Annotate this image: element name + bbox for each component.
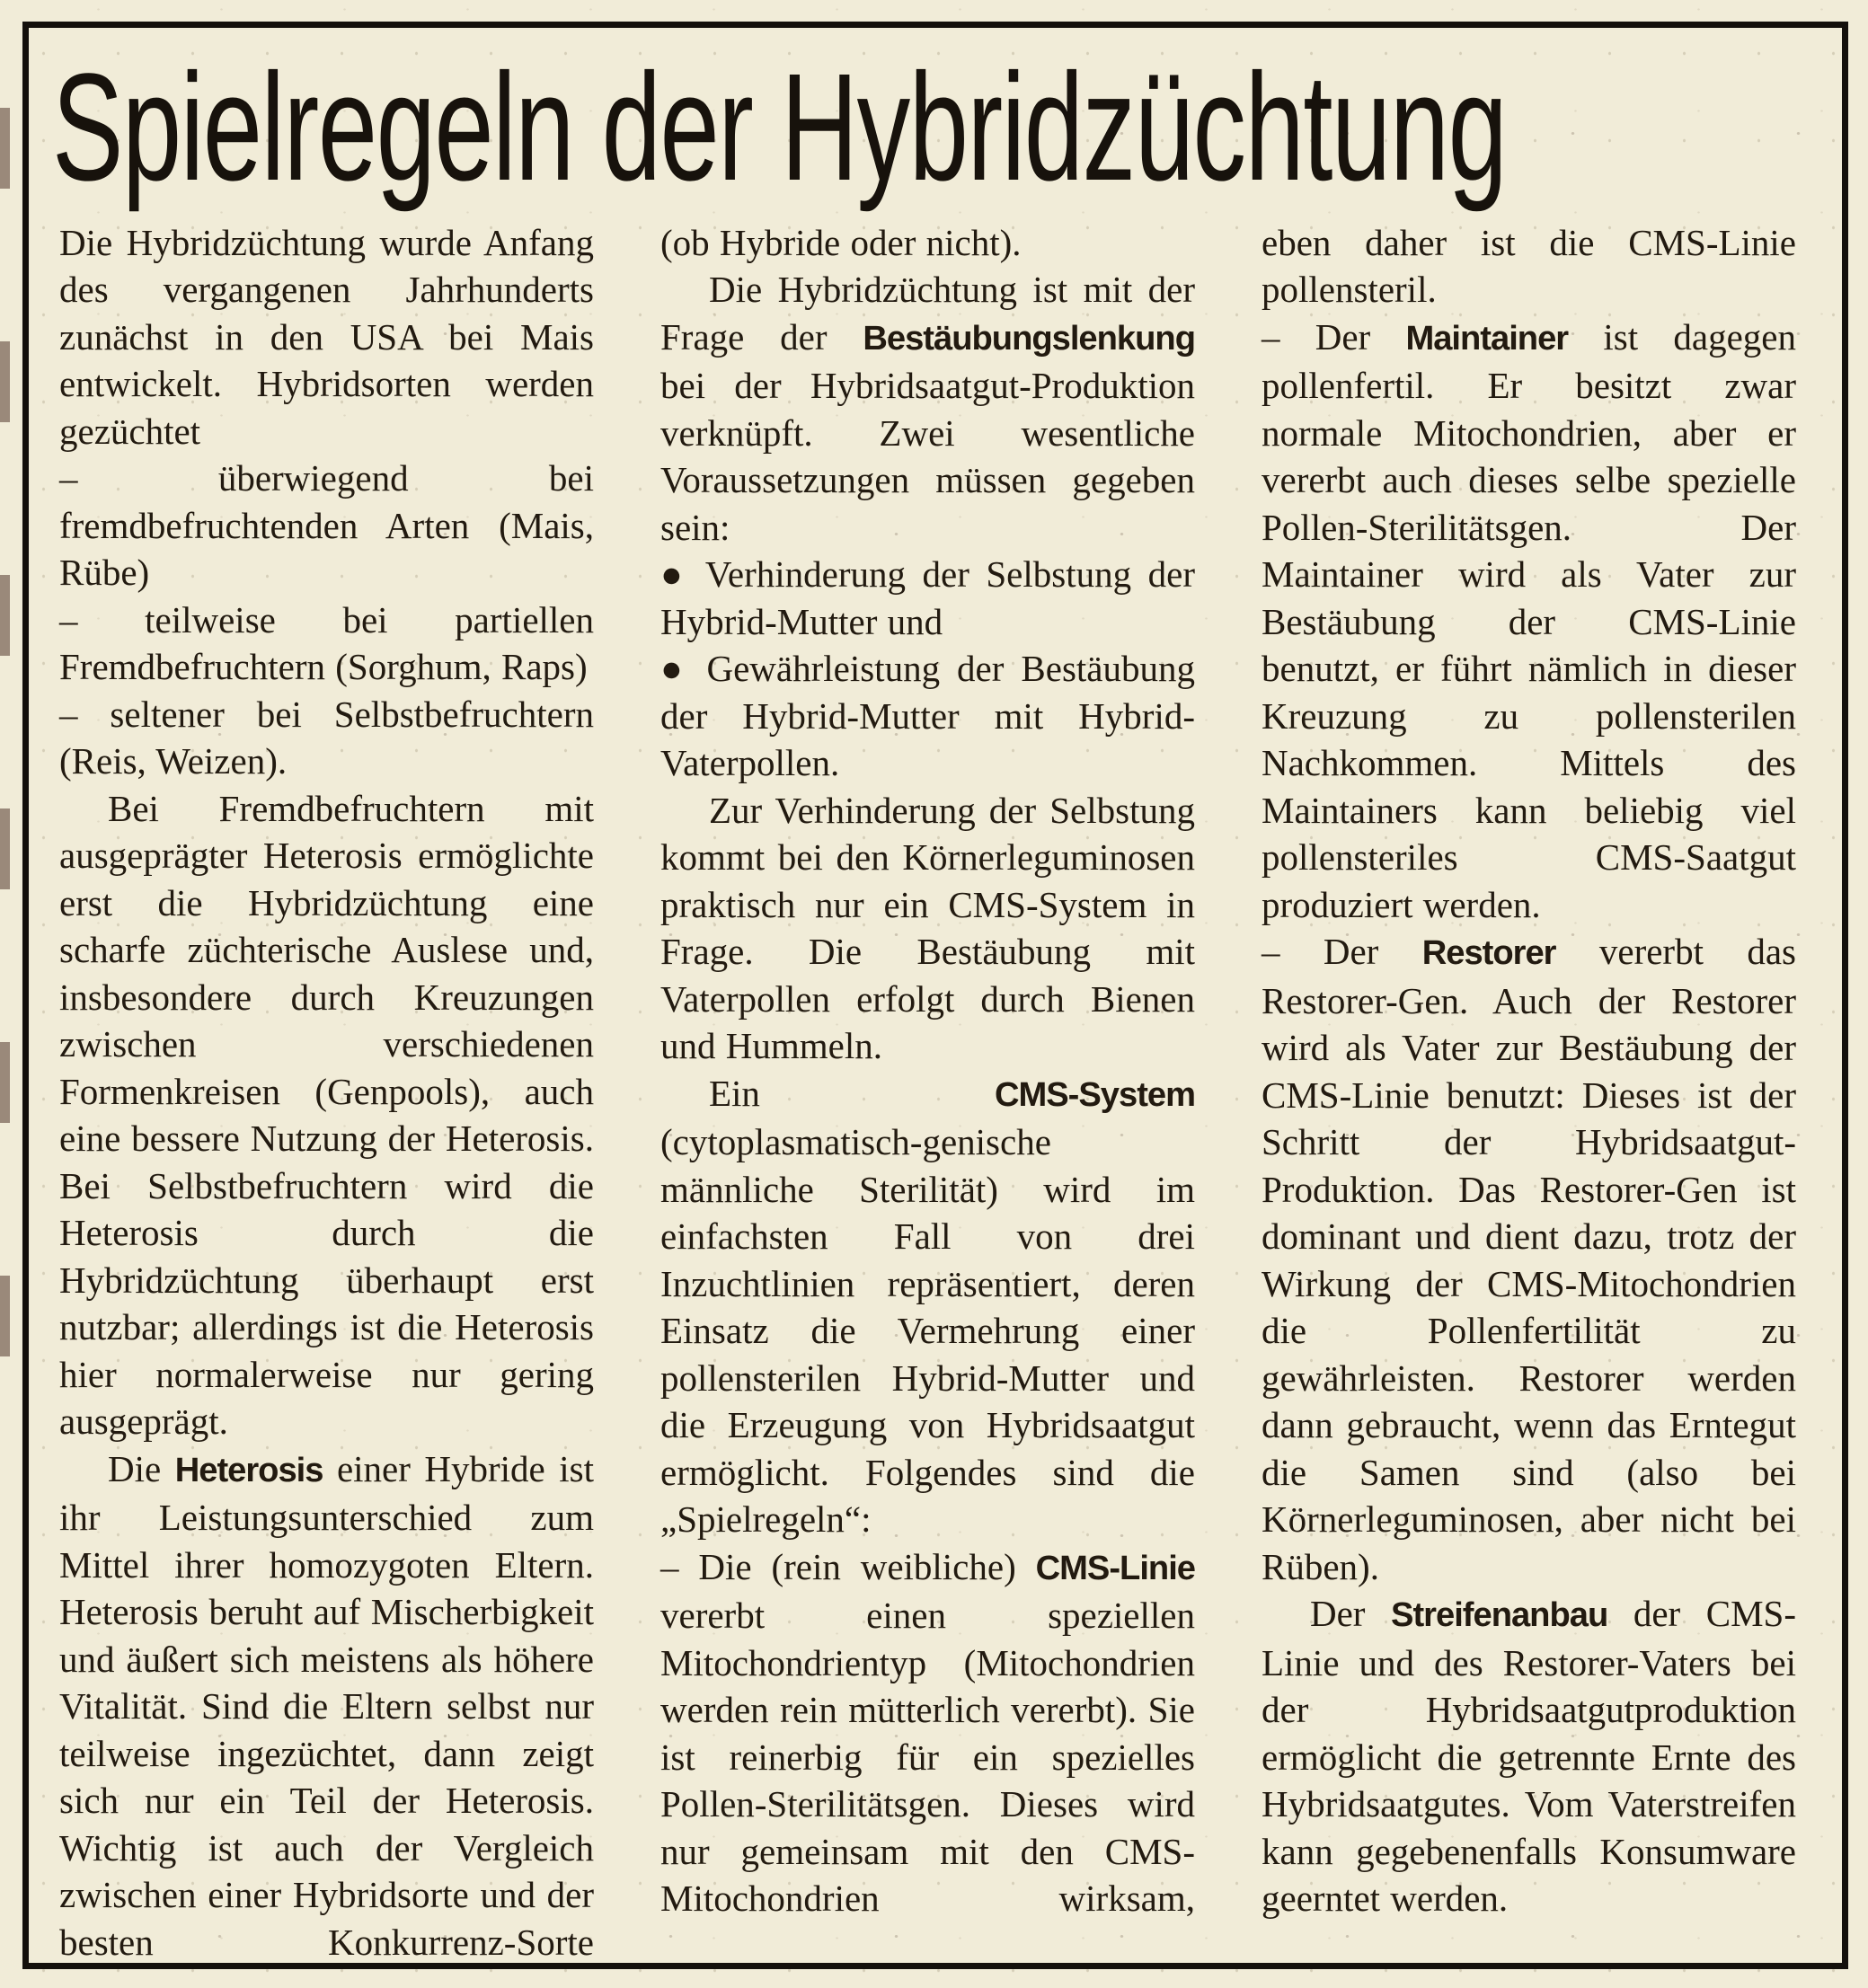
bold-term: Bestäubungslenkung	[863, 318, 1195, 358]
text-segment: – Der	[1262, 315, 1406, 358]
paragraph	[660, 1543, 1195, 1922]
article-column-3	[1262, 219, 1796, 1966]
text-segment: (ob Hybride oder nicht).	[660, 221, 1022, 263]
text-segment: eben daher ist die CMS-Linie pollensteril.	[1262, 221, 1796, 310]
bold-term: Restorer	[1421, 933, 1556, 972]
text-segment: der CMS-Linie und des Restorer-Vaters bei der Hybridsaatgutproduktion ermöglicht die getrennte Ernte des Hybridsaatgutes. Vom Vaterstreifen kann gegebenenfalls Konsumware geerntet werden.	[1262, 1593, 1796, 1919]
article-column-2	[660, 219, 1195, 1966]
text-segment: Die Hybridzüchtung ist mit der Frage der	[660, 269, 1195, 358]
text-segment: einer Hybride ist ihr Leistungsunterschied zum Mittel ihrer homozygoten Eltern. Heterosis beruht auf Mischerbigkeit und äußert sich meistens als höhere Vitalität. Sind die Eltern selbst nur teilweise ingezüchtet, dann zeigt sich nur ein Teil der Heterosis. Wichtig ist auch der Vergleich zwischen einer Hybridsorte und der besten Konkurrenz-Sorte	[59, 1447, 594, 1963]
scan-edge-artifact	[0, 108, 10, 1455]
text-segment: vererbt einen speziellen Mitochondrientyp (Mitochondrien werden rein mütterlich vererbt). Sie ist reinerbig für ein spezielles Pollen-Sterilitätsgen. Dieses wird nur gemeinsam mit den CMS-Mitochondrien wirksam,	[660, 1595, 1195, 1919]
text-segment: ● Verhinderung der Selbstung der Hybrid-Mutter und	[660, 553, 1195, 642]
bold-term: CMS-System	[994, 1074, 1195, 1114]
paragraph	[59, 785, 594, 1445]
text-segment: Ein	[709, 1072, 995, 1114]
article-columns	[29, 219, 1842, 1966]
text-segment: vererbt das Restorer-Gen. Auch der Restorer wird als Vater zur Bestäubung der CMS-Linie benutzt: Dieses ist der Schritt der Hybridsaatgut-Produktion. Das Restorer-Gen ist dominant und dient dazu, trotz der Wirkung der CMS-Mitochondrien die Pollenfertilität zu gewährleisten. Restorer werden dann gebraucht, wenn das Erntegut die Samen sind (also bei Körnerleguminosen, aber nicht bei Rüben).	[1262, 931, 1796, 1587]
bold-term: Heterosis	[174, 1450, 323, 1489]
paragraph	[660, 219, 1195, 267]
paragraph	[660, 787, 1195, 1070]
paragraph	[660, 266, 1195, 551]
text-segment: – seltener bei Selbstbefruchtern (Reis, Weizen).	[59, 693, 594, 782]
paragraph	[59, 1445, 594, 1966]
paragraph	[1262, 219, 1796, 314]
paragraph	[59, 691, 594, 785]
text-segment: – überwiegend bei fremdbefruchtenden Arten (Mais, Rübe)	[59, 457, 594, 593]
article-frame	[22, 22, 1848, 1969]
paragraph	[1262, 314, 1796, 929]
article-column-1	[59, 219, 594, 1966]
paragraph	[1262, 1590, 1796, 1922]
text-segment: Der	[1310, 1593, 1392, 1634]
text-segment: – Der	[1262, 931, 1422, 972]
text-segment: Zur Verhinderung der Selbstung kommt bei den Körnerleguminosen praktisch nur ein CMS-System in Frage. Die Bestäubung mit Vaterpollen erfolgt durch Bienen und Hummeln.	[660, 789, 1195, 1066]
text-segment: ist dagegen pollenfertil. Er besitzt zwar normale Mitochondrien, aber er vererbt auch dieses selbe spezielle Pollen-Sterilitätsgen. Der Maintainer wird als Vater zur Bestäubung der CMS-Linie benutzt, er führt nämlich in dieser Kreuzung zu pollensterilen Nachkommen. Mittels des Maintainers kann beliebig viel pollensteriles CMS-Saatgut produziert werden.	[1262, 315, 1796, 925]
bold-term: CMS-Linie	[1035, 1548, 1195, 1587]
text-segment: bei der Hybridsaatgut-Produktion verknüpft. Zwei wesentliche Voraussetzungen müssen gegeben sein:	[660, 365, 1195, 548]
text-segment: Bei Fremdbefruchtern mit ausgeprägter Heterosis ermöglichte erst die Hybridzüchtung eine scharfe züchterische Auslese und, insbesondere durch Kreuzungen zwischen verschiedenen Formenkreisen (Genpools), auch eine bessere Nutzung der Heterosis. Bei Selbstbefruchtern wird die Heterosis durch die Hybridzüchtung überhaupt erst nutzbar; allerdings ist die Heterosis hier normalerweise nur gering ausgeprägt.	[59, 787, 594, 1442]
paragraph	[660, 1070, 1195, 1543]
article-title: Spielregeln der Hybridzüchtung	[52, 42, 1507, 213]
paragraph	[1262, 928, 1796, 1590]
paragraph	[660, 645, 1195, 787]
paragraph	[59, 596, 594, 691]
text-segment: Die Hybridzüchtung wurde Anfang des vergangenen Jahrhunderts zunächst in den USA bei Mais entwickelt. Hybridsorten werden gezüchtet	[59, 221, 594, 452]
paragraph	[59, 219, 594, 455]
text-segment: ● Gewährleistung der Bestäubung der Hybrid-Mutter mit Hybrid-Vaterpollen.	[660, 648, 1195, 783]
bold-term: Maintainer	[1405, 318, 1569, 358]
paragraph	[660, 551, 1195, 645]
bold-term: Streifenanbau	[1391, 1595, 1608, 1634]
text-segment: (cytoplasmatisch-genische männliche Sterilität) wird im einfachsten Fall von drei Inzuchtlinien repräsentiert, deren Einsatz die Vermehrung einer pollensterilen Hybrid-Mutter und die Erzeugung von Hybridsaatgut ermöglicht. Folgendes sind die „Spielregeln“:	[660, 1121, 1195, 1540]
paragraph	[59, 455, 594, 596]
text-segment: – Die (rein weibliche)	[660, 1545, 1036, 1587]
text-segment: – teilweise bei partiellen Fremdbefruchtern (Sorghum, Raps)	[59, 598, 594, 687]
text-segment: Die	[108, 1447, 175, 1489]
